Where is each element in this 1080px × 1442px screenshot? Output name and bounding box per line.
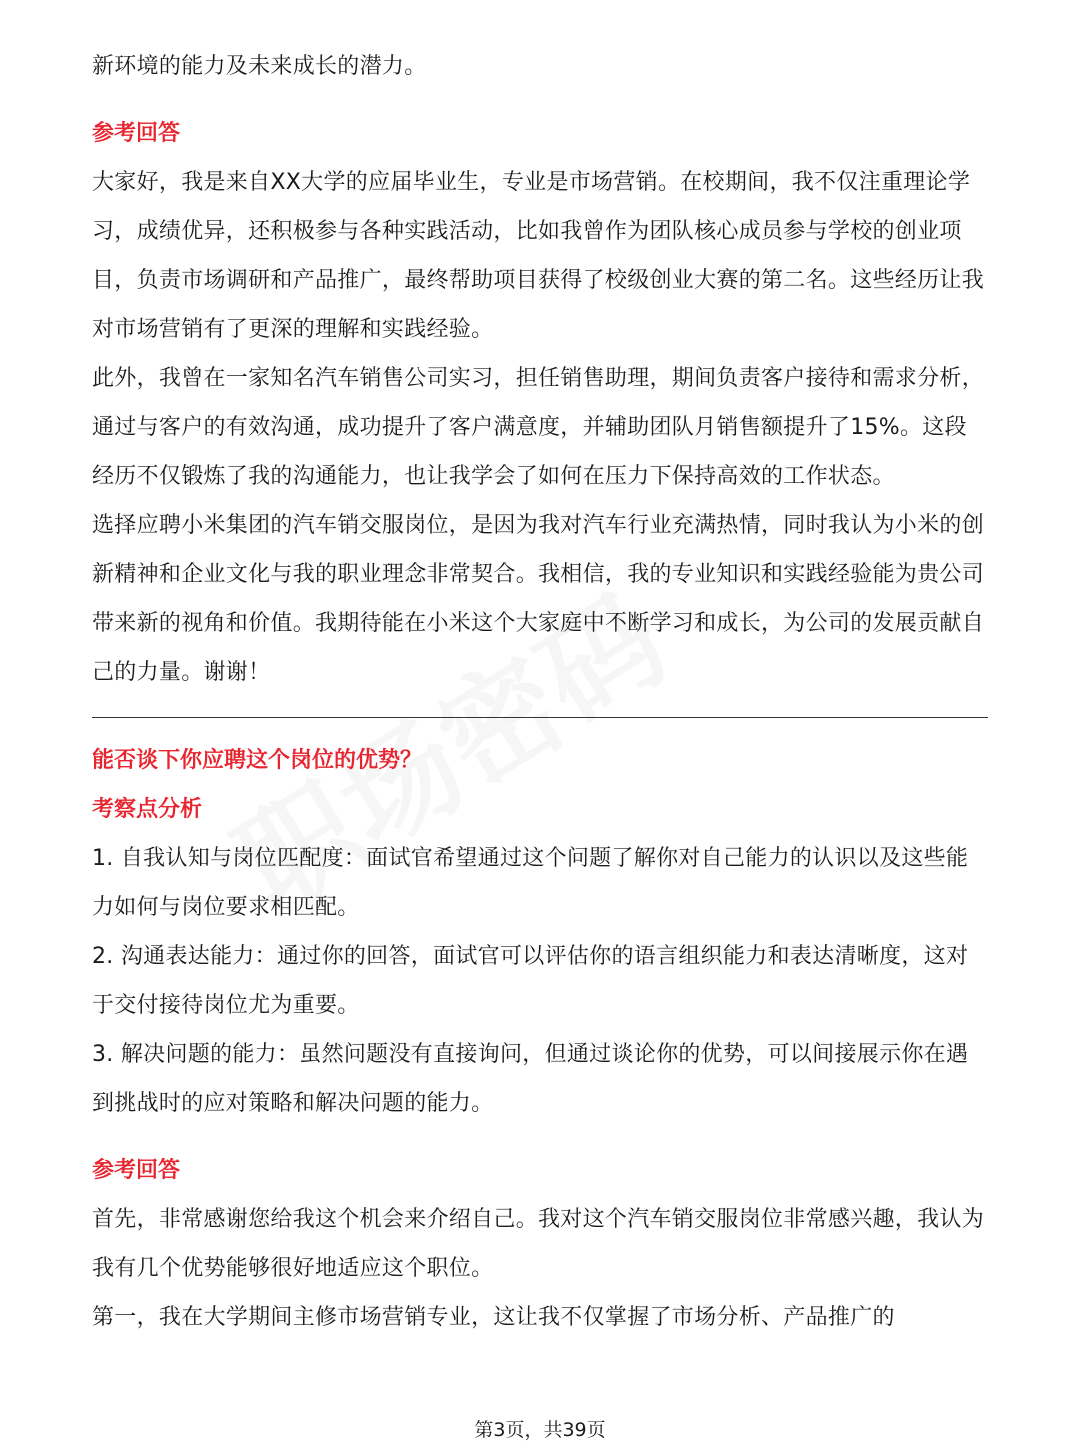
page-footer: 第3页，共39页	[474, 1419, 606, 1441]
analysis-item: 3. 解决问题的能力：虽然问题没有直接询问，但通过谈论你的优势，可以间接展示你在遇到挑战时的应对策略和解决问题的能力。	[92, 1042, 969, 1116]
analysis-item: 2. 沟通表达能力：通过你的回答，面试官可以评估你的语言组织能力和表达清晰度，这对于交付接待岗位尤为重要。	[92, 944, 969, 1018]
answer-paragraph: 此外，我曾在一家知名汽车销售公司实习，担任销售助理，期间负责客户接待和需求分析，通过与客户的有效沟通，成功提升了客户满意度，并辅助团队月销售额提升了15%。这段经历不仅锻炼了我的沟通能力，也让我学会了如何在压力下保持高效的工作状态。	[92, 366, 985, 489]
question-heading: 能否谈下你应聘这个岗位的优势？	[92, 748, 423, 773]
answer-paragraph: 第一，我在大学期间主修市场营销专业，这让我不仅掌握了市场分析、产品推广的	[92, 1305, 895, 1330]
section-divider	[92, 717, 988, 718]
analysis-heading: 考察点分析	[92, 797, 203, 822]
answer-heading-1: 参考回答	[92, 121, 181, 146]
answer-heading-2: 参考回答	[92, 1158, 181, 1183]
analysis-item: 1. 自我认知与岗位匹配度：面试官希望通过这个问题了解你对自己能力的认识以及这些能力如何与岗位要求相匹配。	[92, 846, 969, 920]
answer-paragraph: 选择应聘小米集团的汽车销交服岗位，是因为我对汽车行业充满热情，同时我认为小米的创新精神和企业文化与我的职业理念非常契合。我相信，我的专业知识和实践经验能为贵公司带来新的视角和价值。我期待能在小米这个大家庭中不断学习和成长，为公司的发展贡献自己的力量。谢谢！	[92, 513, 985, 685]
answer-paragraph: 大家好，我是来自XX大学的应届毕业生，专业是市场营销。在校期间，我不仅注重理论学习，成绩优异，还积极参与各种实践活动，比如我曾作为团队核心成员参与学校的创业项目，负责市场调研和产品推广，最终帮助项目获得了校级创业大赛的第二名。这些经历让我对市场营销有了更深的理解和实践经验。	[92, 170, 985, 342]
document-page	[92, 42, 988, 1342]
intro-tail-text: 新环境的能力及未来成长的潜力。	[92, 54, 427, 79]
answer-paragraph: 首先，非常感谢您给我这个机会来介绍自己。我对这个汽车销交服岗位非常感兴趣，我认为我有几个优势能够很好地适应这个职位。	[92, 1207, 985, 1281]
